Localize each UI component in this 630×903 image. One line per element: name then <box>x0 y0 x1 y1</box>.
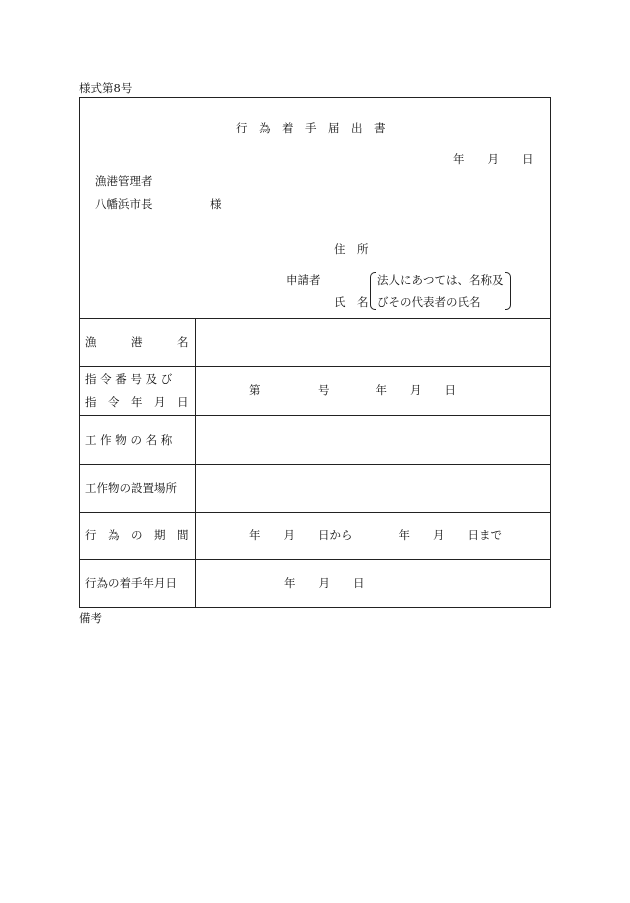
row-divider <box>79 415 551 416</box>
note-bracket-right <box>505 272 511 310</box>
form-title: 行 為 着 手 届 出 書 <box>236 121 386 135</box>
note-bracket-left <box>370 272 376 310</box>
row-label-start-date: 行為の着手年月日 <box>85 576 177 590</box>
row-value-activity-period: 年 月 日から 年 月 日まで <box>249 528 502 542</box>
addressee-title: 漁港管理者 <box>95 174 153 188</box>
row-divider <box>79 512 551 513</box>
row-label-directive-number: 指 令 番 号 及 び <box>85 372 173 386</box>
row-label-fishing-port-name: 漁 港 名 <box>85 335 189 349</box>
row-value-start-date: 年 月 日 <box>284 576 365 590</box>
corporate-note-line1: 法人にあつては、名称及 <box>377 273 504 287</box>
form-number: 様式第8号 <box>79 81 133 95</box>
applicant-label: 申請者 <box>286 273 321 287</box>
row-divider <box>79 559 551 560</box>
row-value-directive: 第 号 年 月 日 <box>249 383 456 397</box>
row-label-structure-name: 工 作 物 の 名 称 <box>85 433 173 447</box>
row-label-installation-site: 工作物の設置場所 <box>85 481 177 495</box>
row-label-activity-period: 行 為 の 期 間 <box>85 528 189 542</box>
addressee-name: 八幡浜市長 様 <box>95 197 222 211</box>
submission-date: 年 月 日 <box>453 152 534 166</box>
column-divider <box>195 318 196 608</box>
row-divider <box>79 318 551 319</box>
row-divider <box>79 366 551 367</box>
row-divider <box>79 464 551 465</box>
remarks-label: 備考 <box>79 611 102 625</box>
row-label-directive-date: 指 令 年 月 日 <box>85 395 189 409</box>
address-label: 住 所 <box>334 242 369 256</box>
name-label: 氏 名 <box>334 295 369 309</box>
corporate-note-line2: びその代表者の氏名 <box>377 295 481 309</box>
